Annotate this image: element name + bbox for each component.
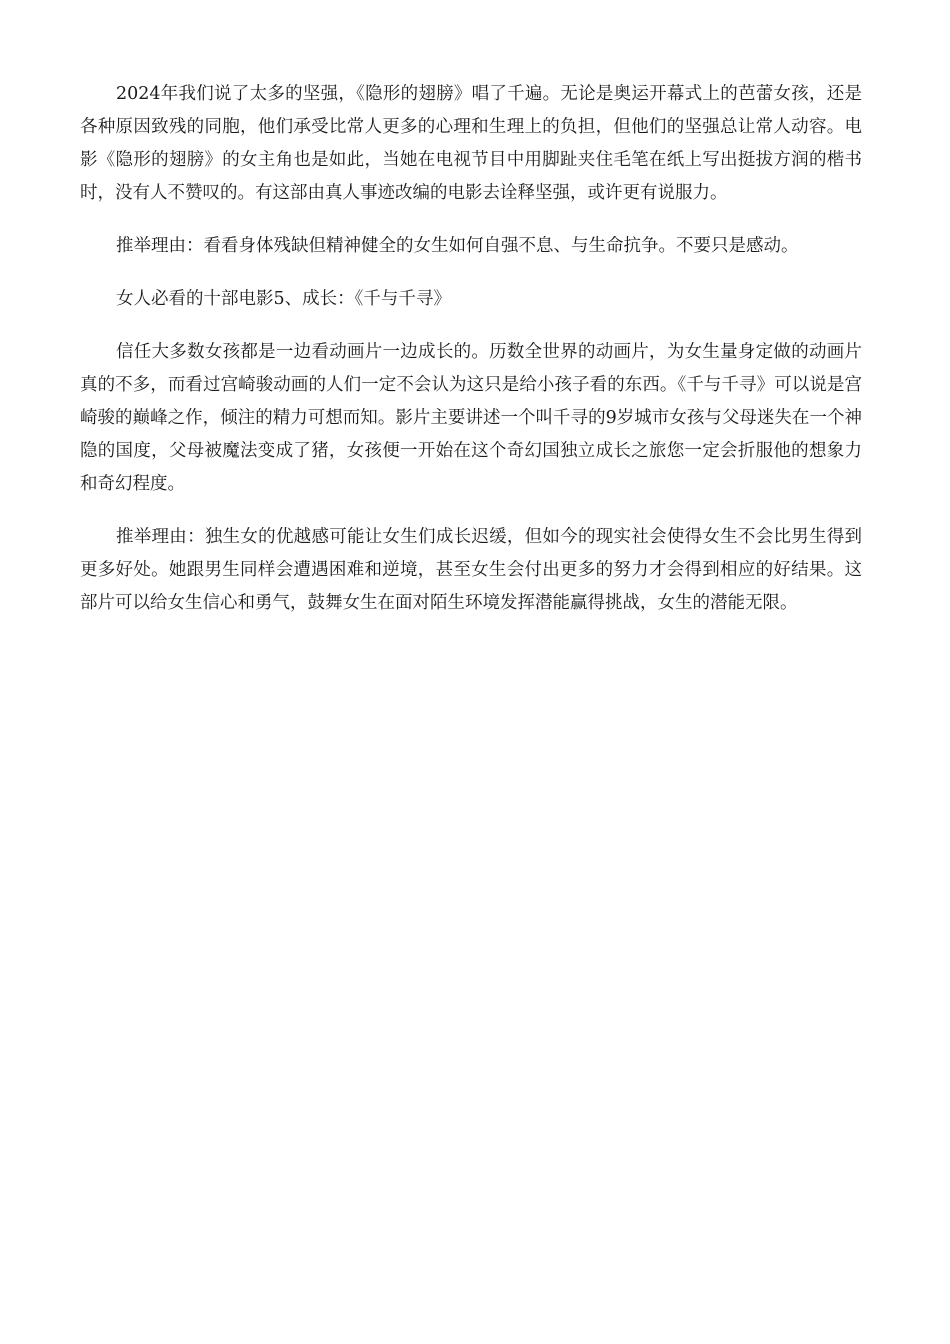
paragraph-wings-intro: 2024年我们说了太多的坚强，《隐形的翅膀》唱了千遍。无论是奥运开幕式上的芭蕾女孩，还是各种原因致残的同胞，他们承受比常人更多的心理和生理上的负担，但他们的坚强总让常人动容。电影《隐形的翅膀》的女主角也是如此，当她在电视节目中用脚趾夹住毛笔在纸上写出挺拔方润的楷书时，没有人不赞叹的。有这部由真人事迹改编的电影去诠释坚强，或许更有说服力。 <box>80 84 862 203</box>
paragraph-spirited-away-reason: 推举理由：独生女的优越感可能让女生们成长迟缓，但如今的现实社会使得女生不会比男生得到更多好处。她跟男生同样会遭遇困难和逆境，甚至女生会付出更多的努力才会得到相应的好结果。这部片可以给女生信心和勇气，鼓舞女生在面对陌生环境发挥潜能赢得挑战，女生的潜能无限。 <box>80 527 862 613</box>
paragraph-wings-reason: 推举理由：看看身体残缺但精神健全的女生如何自强不息、与生命抗争。不要只是感动。 <box>116 236 799 256</box>
paragraph-spirited-away-intro: 信任大多数女孩都是一边看动画片一边成长的。历数全世界的动画片，为女生量身定做的动画片真的不多，而看过宫崎骏动画的人们一定不会认为这只是给小孩子看的东西。《千与千寻》可以说是宫崎骏的巅峰之作，倾注的精力可想而知。影片主要讲述一个叫千寻的9岁城市女孩与父母迷失在一个神隐的国度，父母被魔法变成了猪，女孩便一开始在这个奇幻国独立成长之旅您一定会折服他的想象力和奇幻程度。 <box>80 342 862 494</box>
document-page <box>80 78 862 640</box>
paragraph-spirited-away-heading: 女人必看的十部电影5、成长：《千与千寻》 <box>116 289 451 309</box>
